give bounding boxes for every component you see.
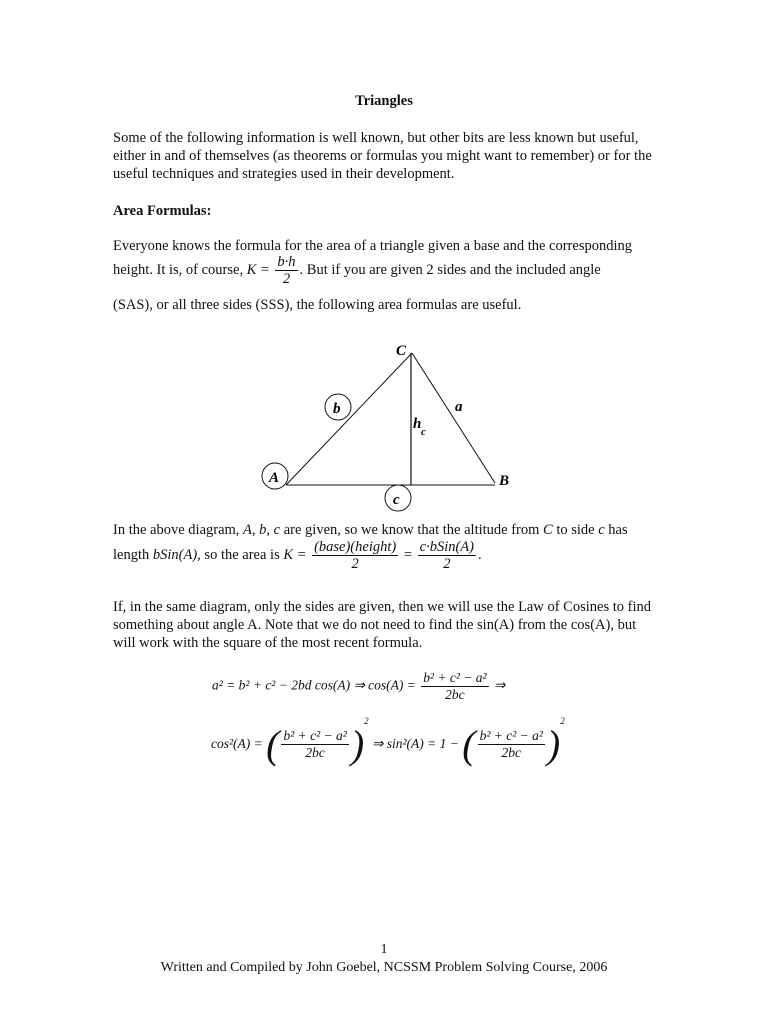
- footer-credit: Written and Compiled by John Goebel, NCSSM Problem Solving Course, 2006: [160, 960, 608, 975]
- fraction-denominator: 2: [351, 556, 359, 572]
- fraction-numerator: b² + c² − a²: [283, 728, 347, 744]
- text-segment: are given, so we know that the altitude from: [283, 522, 540, 538]
- fraction-denominator: 2: [282, 271, 291, 287]
- after-diagram-line-1: [113, 521, 658, 539]
- area-line-2-text-end: . But if you are given 2 sides and the included angle: [299, 261, 601, 278]
- label-vertex-a: A: [269, 470, 280, 486]
- equation-1-lhs: a² = b² + c² − 2bd cos(A) ⇒ cos(A) =: [212, 677, 416, 693]
- text-segment: , so the area is: [197, 546, 280, 563]
- equation-2-lhs: cos²(A) =: [211, 736, 263, 751]
- k-lhs: K =: [246, 261, 270, 278]
- area-line-2-text: height. It is, of course,: [113, 261, 244, 278]
- area-line-3: (SAS), or all three sides (SSS), the following area formulas are useful.: [113, 297, 522, 313]
- equation-2-fraction: [281, 728, 348, 761]
- altitude-length: bSin(A): [152, 546, 198, 563]
- base-height-fraction: [275, 254, 297, 287]
- equation-1: [212, 670, 505, 703]
- fraction-numerator: (base)(height): [314, 539, 397, 555]
- c-bsin-over-2-fraction: [418, 539, 476, 572]
- equation-2: [211, 716, 565, 765]
- right-paren: ): [350, 721, 365, 767]
- left-paren: (: [266, 721, 280, 767]
- fraction-denominator: 2bc: [501, 745, 521, 761]
- implies-arrow: ⇒: [493, 677, 506, 693]
- text-segment: has: [608, 522, 628, 538]
- text-segment: length: [113, 546, 150, 563]
- law-of-cosines-paragraph: If, in the same diagram, only the sides are given, then we will use the Law of Cosines to find something about angle A. Note that we do not need to find the sin(A) from the cos(A), but will work with the square of the most recent formula.: [113, 599, 651, 651]
- side-a-line: [412, 353, 495, 483]
- text-segment: to side: [556, 522, 595, 538]
- period: .: [478, 546, 482, 563]
- label-side-c: c: [393, 492, 400, 508]
- side-b-line: [286, 353, 412, 485]
- exponent: 2: [560, 716, 565, 726]
- right-paren: ): [546, 721, 561, 767]
- fraction-numerator: b·h: [277, 254, 296, 270]
- label-height-subscript: c: [421, 426, 426, 438]
- fraction-denominator: 2bc: [305, 745, 325, 761]
- given-values: A, b, c: [243, 522, 281, 538]
- equals-sign: =: [403, 546, 413, 563]
- page-title: Triangles: [355, 93, 413, 109]
- section-heading-area-formulas: Area Formulas:: [113, 203, 212, 219]
- label-vertex-c: C: [396, 343, 407, 359]
- intro-paragraph: Some of the following information is well known, but other bits are less known but useful, either in and of themselves (as theorems or formulas you might want to remember) or for the useful techniques and strategies used in their development.: [113, 130, 652, 182]
- after-diagram-line-2: [113, 539, 658, 572]
- triangle-diagram: [250, 335, 520, 520]
- area-line-1: Everyone knows the formula for the area of a triangle given a base and the corresponding: [113, 238, 632, 254]
- fraction-denominator: 2: [443, 556, 451, 572]
- label-vertex-b: B: [499, 473, 510, 489]
- label-side-b: b: [333, 401, 341, 417]
- fraction-numerator: c·bSin(A): [419, 539, 474, 555]
- label-height: h: [413, 416, 422, 432]
- exponent: 2: [364, 716, 369, 726]
- fraction-denominator: 2bc: [445, 687, 465, 702]
- vertex-c-ref: C: [543, 522, 553, 538]
- left-paren: (: [462, 721, 476, 767]
- area-line-2: [113, 254, 658, 287]
- label-side-a: a: [455, 399, 463, 415]
- equation-1-fraction: [421, 670, 488, 703]
- equation-2-fraction-2: [478, 728, 545, 761]
- side-c-ref: c: [598, 522, 605, 538]
- fraction-numerator: b² + c² − a²: [479, 728, 543, 744]
- base-height-over-2-fraction: [312, 539, 398, 572]
- k-lhs: K =: [283, 546, 307, 563]
- page-number: 1: [380, 942, 388, 957]
- equation-2-middle: ⇒ sin²(A) = 1 −: [372, 736, 459, 751]
- fraction-numerator: b² + c² − a²: [423, 670, 487, 685]
- text-segment: In the above diagram,: [113, 522, 240, 538]
